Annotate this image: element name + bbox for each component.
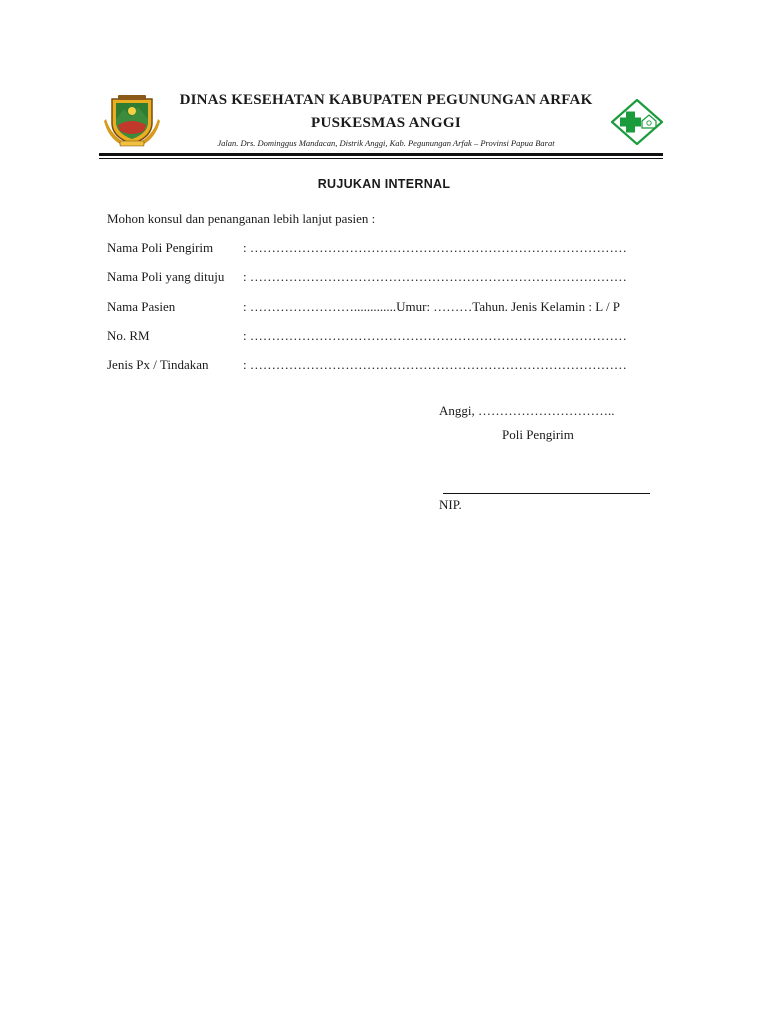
- facility-name: PUSKESMAS ANGGI: [311, 115, 461, 131]
- signature-place-date: Anggi, …………………………..: [439, 403, 615, 418]
- field-patient-name: : …………………….............Umur: ………Tahun. Jenis Kelamin : L / P: [243, 299, 621, 314]
- label-medical-record: No. RM: [107, 328, 150, 343]
- regency-emblem-icon: [104, 93, 160, 147]
- field-sender-clinic: : ……………………………………………………………………………: [243, 240, 627, 255]
- field-procedure: : ……………………………………………………………………………: [243, 357, 627, 372]
- intro-text: Mohon konsul dan penanganan lebih lanjut pasien :: [107, 211, 376, 226]
- signature-nip: NIP.: [439, 497, 462, 512]
- facility-address: Jalan. Drs. Dominggus Mandacan, Distrik Anggi, Kab. Pegunungan Arfak – Provinsi Papua Barat: [217, 138, 555, 148]
- signature-line: [443, 493, 650, 494]
- puskesmas-cross-icon: [611, 99, 663, 145]
- document-title: RUJUKAN INTERNAL: [317, 177, 451, 191]
- field-target-clinic: : ……………………………………………………………………………: [243, 269, 627, 284]
- label-target-clinic: Nama Poli yang dituju: [107, 269, 225, 284]
- label-patient-name: Nama Pasien: [107, 299, 176, 314]
- agency-name: DINAS KESEHATAN KABUPATEN PEGUNUNGAN ARFAK: [179, 92, 593, 108]
- label-procedure: Jenis Px / Tindakan: [107, 357, 209, 372]
- letterhead-divider-thin: [99, 158, 663, 159]
- label-sender-clinic: Nama Poli Pengirim: [107, 240, 214, 255]
- signature-role: Poli Pengirim: [502, 427, 574, 442]
- field-medical-record: : ……………………………………………………………………………: [243, 328, 627, 343]
- letterhead-divider-thick: [99, 153, 663, 156]
